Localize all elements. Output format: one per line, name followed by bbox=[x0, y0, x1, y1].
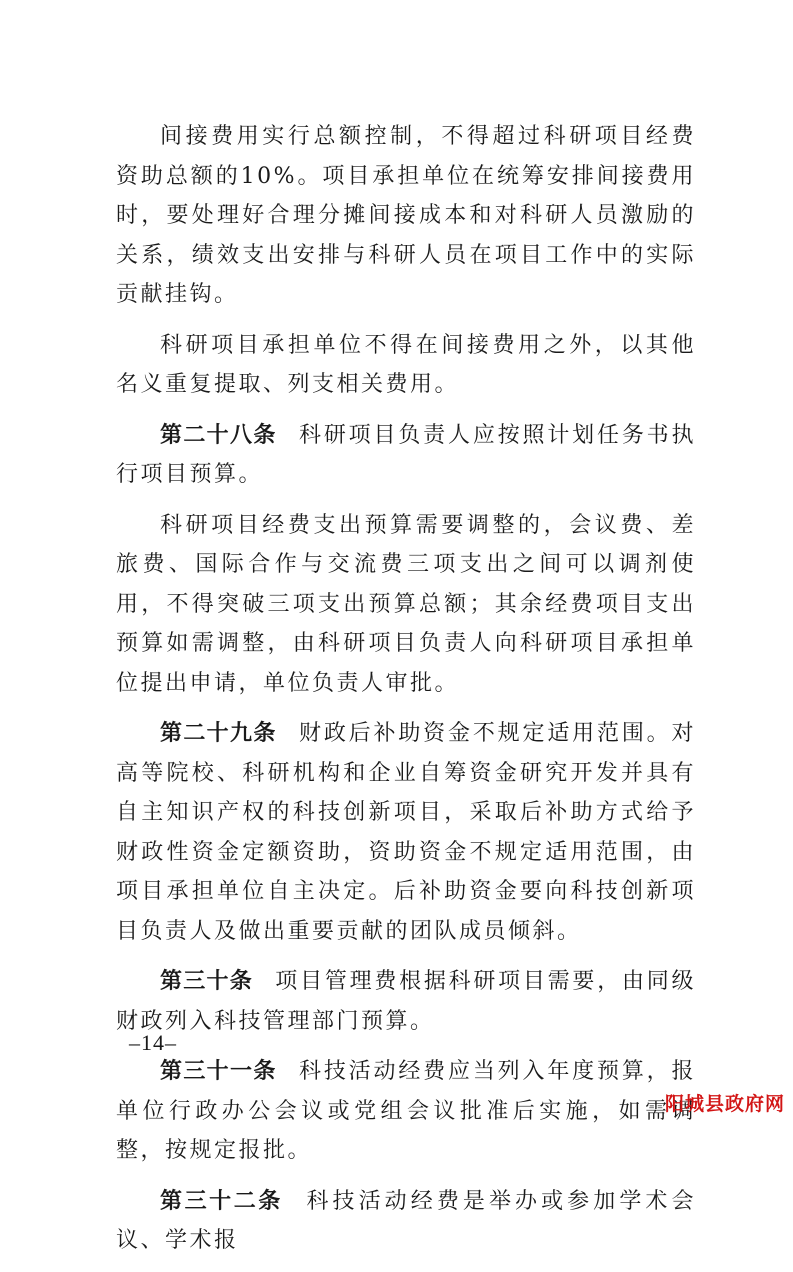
article-29 bbox=[116, 714, 696, 951]
article-heading: 第二十八条 bbox=[160, 422, 277, 448]
paragraph-budget-adjustment bbox=[116, 506, 696, 704]
article-heading: 第三十二条 bbox=[160, 1188, 283, 1214]
page-number: –14– bbox=[129, 1030, 177, 1055]
article-heading: 第二十九条 bbox=[160, 721, 277, 746]
paragraph-text: 间接费用实行总额控制，不得超过科研项目经费资助总额的10%。项目承担单位在统筹安排间接费用时，要处理好合理分摊间接成本和对科研人员激励的关系，绩效支出安排与科研人员在项目工作中的实际贡献挂钩。 bbox=[116, 124, 696, 307]
article-heading: 第三十条 bbox=[160, 969, 254, 994]
paragraph-text: 科研项目经费支出预算需要调整的，会议费、差旅费、国际合作与交流费三项支出之间可以调剂使用，不得突破三项支出预算总额；其余经费项目支出预算如需调整，由科研项目负责人向科研项目承担单位提出申请，单位负责人审批。 bbox=[116, 512, 696, 696]
article-28 bbox=[116, 416, 696, 495]
paragraph-text: 科研项目承担单位不得在间接费用之外，以其他名义重复提取、列支相关费用。 bbox=[116, 332, 696, 397]
site-watermark: 阳城县政府网 bbox=[664, 1093, 785, 1115]
document-body bbox=[116, 117, 696, 1272]
paragraph-no-duplicate-withdrawal bbox=[116, 326, 696, 405]
paragraph-text: 科研项目负责人应按照计划任务书执行项目预算。 bbox=[116, 422, 696, 487]
paragraph-text: 科技活动经费是举办或参加学术会议、学术报 bbox=[116, 1188, 696, 1253]
article-heading: 第三十一条 bbox=[160, 1059, 277, 1084]
article-30 bbox=[116, 962, 696, 1041]
article-31 bbox=[116, 1052, 696, 1171]
paragraph-text: 财政后补助资金不规定适用范围。对高等院校、科研机构和企业自筹资金研究开发并具有自主知识产权的科技创新项目，采取后补助方式给予财政性资金定额资助，资助资金不规定适用范围，由项目承担单位自主决定。后补助资金要向科技创新项目负责人及做出重要贡献的团队成员倾斜。 bbox=[116, 721, 696, 944]
paragraph-indirect-costs bbox=[116, 117, 696, 315]
paragraph-text: 项目管理费根据科研项目需要，由同级财政列入科技管理部门预算。 bbox=[116, 969, 696, 1034]
article-32 bbox=[116, 1182, 696, 1261]
paragraph-text: 科技活动经费应当列入年度预算，报单位行政办公会议或党组会议批准后实施，如需调整，按规定报批。 bbox=[116, 1059, 696, 1163]
